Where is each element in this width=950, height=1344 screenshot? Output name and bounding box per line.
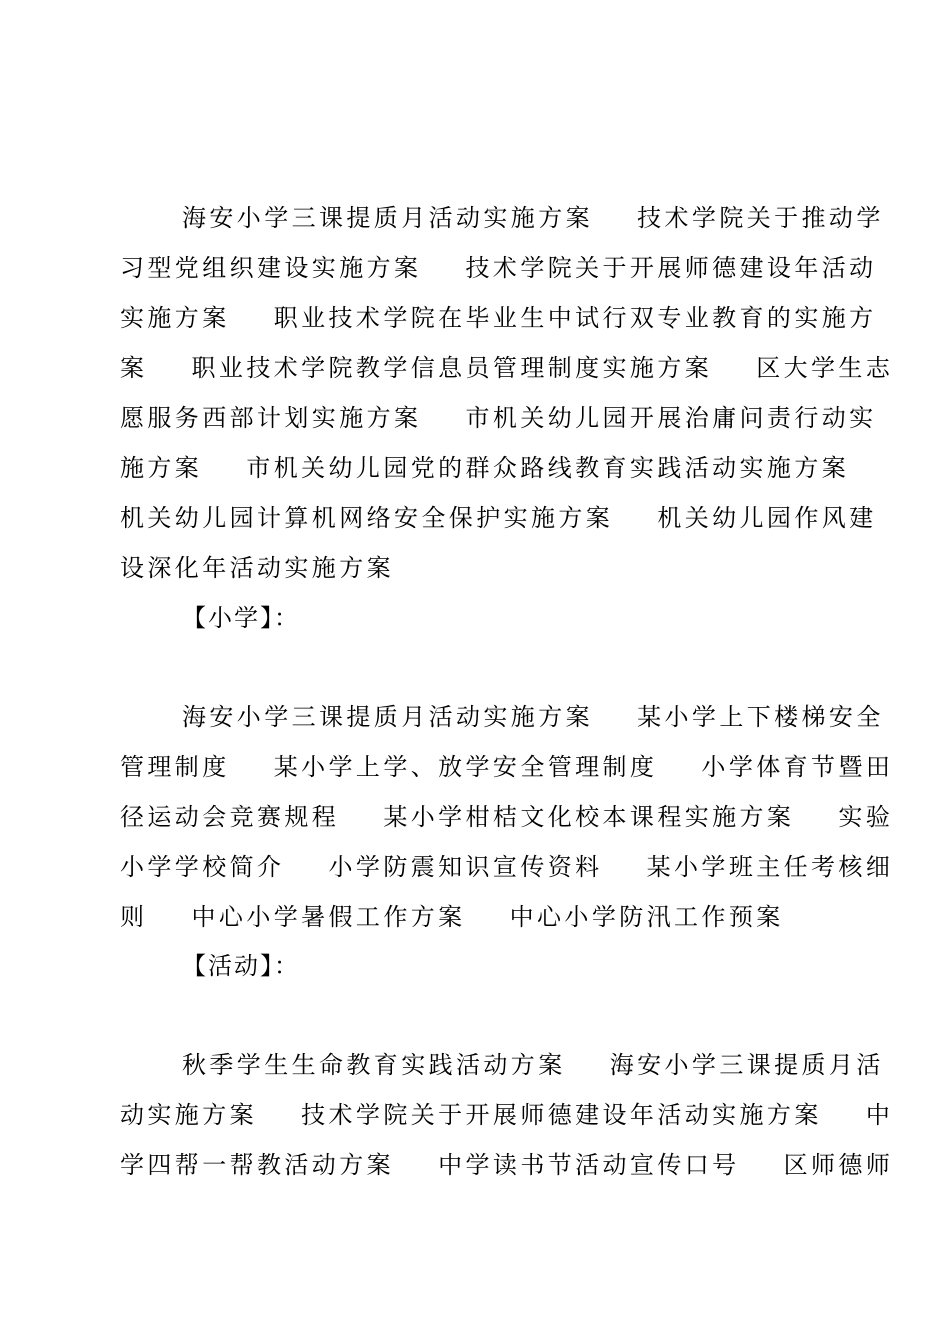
text-line: 海安小学三课提质月活动实施方案 某小学上下楼梯安全 — [182, 703, 884, 731]
text-line: 径运动会竞赛规程 某小学柑桔文化校本课程实施方案 实验 — [120, 803, 894, 831]
text-line: 管理制度 某小学上学、放学安全管理制度 小学体育节暨田 — [120, 753, 894, 781]
text-line: 施方案 市机关幼儿园党的群众路线教育实践活动实施方案 — [120, 454, 850, 482]
text-line: 学四帮一帮教活动方案 中学读书节活动宣传口号 区师德师 — [120, 1151, 894, 1179]
text-line: 海安小学三课提质月活动实施方案 技术学院关于推动学 — [182, 204, 884, 232]
text-line: 习型党组织建设实施方案 技术学院关于开展师德建设年活动 — [120, 254, 877, 282]
text-line: 小学学校简介 小学防震知识宣传资料 某小学班主任考核细 — [120, 853, 894, 881]
text-line: 秋季学生生命教育实践活动方案 海安小学三课提质月活 — [182, 1051, 884, 1079]
section-heading-primary-school: 【小学】： — [182, 604, 300, 632]
text-line: 愿服务西部计划实施方案 市机关幼儿园开展治庸问责行动实 — [120, 404, 877, 432]
text-line: 则 中心小学暑假工作方案 中心小学防汛工作预案 — [120, 903, 784, 931]
section-heading-activities: 【活动】： — [182, 952, 300, 980]
text-line: 设深化年活动实施方案 — [120, 554, 394, 582]
text-line: 机关幼儿园计算机网络安全保护实施方案 机关幼儿园作风建 — [120, 504, 877, 532]
text-line: 动实施方案 技术学院关于开展师德建设年活动实施方案 中 — [120, 1101, 894, 1129]
text-line: 案 职业技术学院教学信息员管理制度实施方案 区大学生志 — [120, 354, 894, 382]
text-line: 实施方案 职业技术学院在毕业生中试行双专业教育的实施方 — [120, 304, 877, 332]
